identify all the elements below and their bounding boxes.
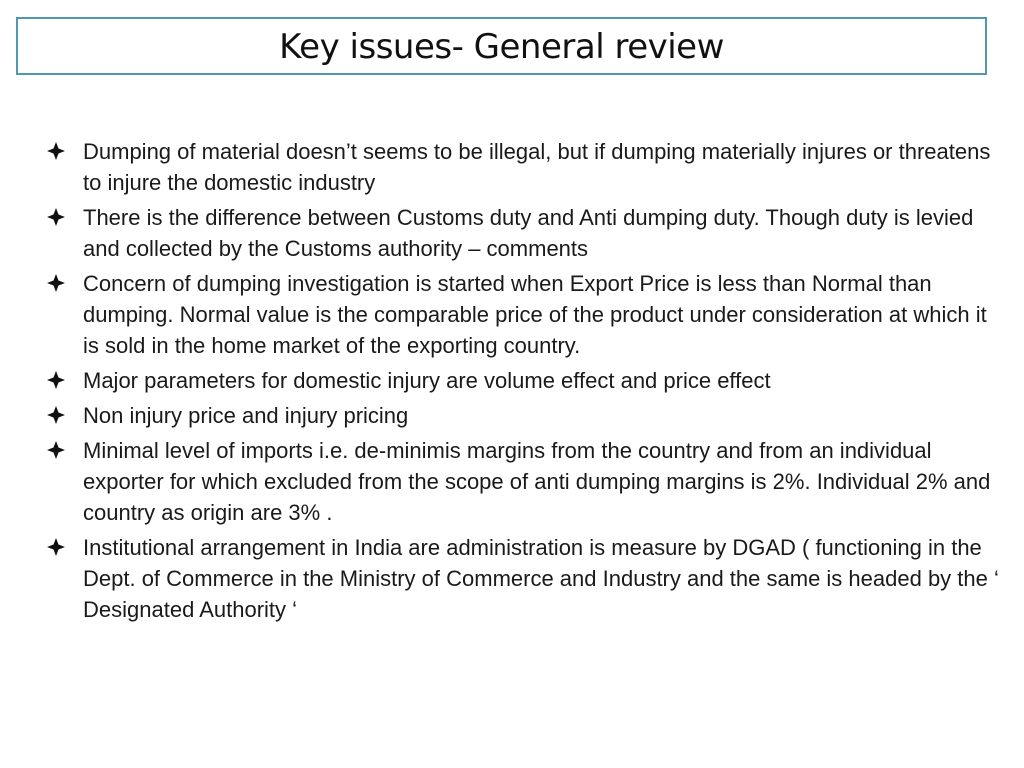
- bullet-text: There is the difference between Customs duty and Anti dumping duty. Though duty is levied and collected by the Customs authority – comments: [83, 205, 974, 261]
- diamond-bullet-icon: [46, 273, 66, 293]
- diamond-bullet-icon: [46, 141, 66, 161]
- bullet-text: Minimal level of imports i.e. de-minimis margins from the country and from an individual exporter for which excluded from the scope of anti dumping margins is 2%. Individual 2% and country as origin are 3% .: [83, 438, 991, 525]
- title-box: [16, 17, 987, 75]
- bullet-list: [46, 136, 1006, 629]
- bullet-text: Concern of dumping investigation is started when Export Price is less than Normal than dumping. Normal value is the comparable price of the product under consideration at which it is sold in the home market of the exporting country.: [83, 271, 987, 358]
- bullet-item: [46, 136, 1006, 198]
- diamond-bullet-icon: [46, 370, 66, 390]
- bullet-item: [46, 268, 1006, 361]
- diamond-bullet-icon: [46, 405, 66, 425]
- bullet-item: [46, 532, 1006, 625]
- diamond-bullet-icon: [46, 440, 66, 460]
- bullet-item: [46, 202, 1006, 264]
- diamond-bullet-icon: [46, 207, 66, 227]
- bullet-item: [46, 365, 1006, 396]
- diamond-bullet-icon: [46, 537, 66, 557]
- bullet-item: [46, 435, 1006, 528]
- bullet-text: Institutional arrangement in India are administration is measure by DGAD ( functioning in the Dept. of Commerce in the Ministry of Commerce and Industry and the same is headed by the ‘ Designated Authority ‘: [83, 535, 999, 622]
- bullet-text: Dumping of material doesn’t seems to be illegal, but if dumping materially injures or threatens to injure the domestic industry: [83, 139, 991, 195]
- bullet-text: Non injury price and injury pricing: [83, 403, 409, 428]
- bullet-item: [46, 400, 1006, 431]
- bullet-text: Major parameters for domestic injury are volume effect and price effect: [83, 368, 771, 393]
- slide-title: Key issues- General review: [279, 27, 724, 67]
